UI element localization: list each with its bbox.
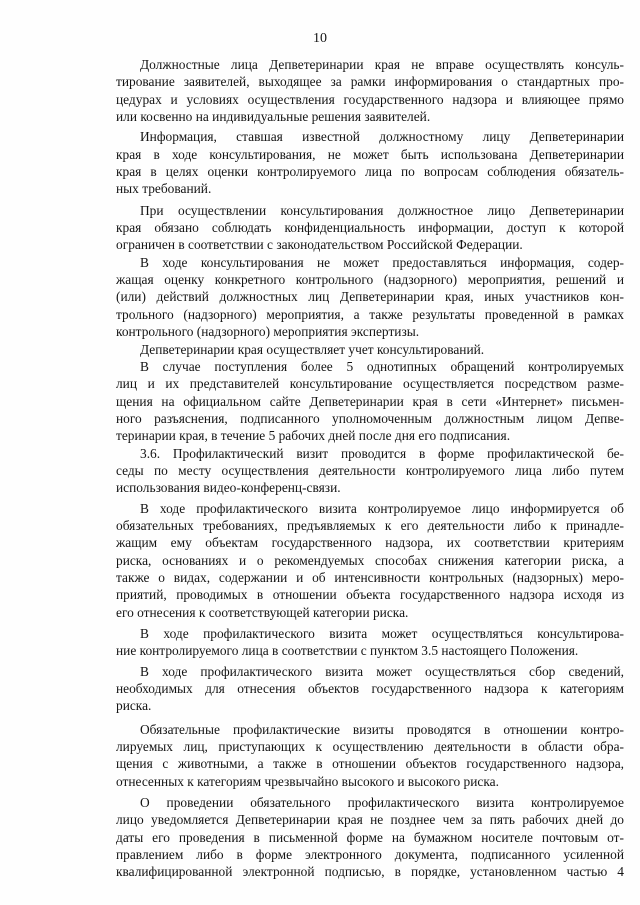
text-line: 3.6. Профилактический визит проводится в форме профилактической бе- [140,445,624,461]
text-line: использования видео-конференц-связи. [116,480,341,496]
paragraph-11 [116,721,624,790]
text-line: обязательных требованиях, предъявляемых к его деятельности либо к принадле- [116,517,624,533]
text-line: Депветеринарии края осуществляет учет консультирований. [140,341,485,357]
text-line: трольного (надзорного) мероприятия, а также результаты проведенной в рамках [116,306,624,322]
text-line: лиц и их представителей консультирование осуществляется посредством разме- [116,376,624,392]
text-line: Обязательные профилактические визиты проводятся в отношении контро- [140,721,624,737]
document-body [116,56,624,881]
text-line: В ходе профилактического визита контролируемое лицо информируется об [140,500,624,516]
text-line: Информация, ставшая известной должностному лицу Депветеринарии [140,129,624,145]
paragraph-10 [116,663,624,715]
text-line: ного разъяснения, подписанного уполномоченным должностным лицом Депве- [116,410,624,426]
paragraph-12 [116,794,624,881]
text-line: края в целях оценки контролируемого лица по вопросам соблюдения обязатель- [116,164,624,180]
text-line: его отнесения к соответствующей категории риска. [116,604,409,620]
paragraph-1 [116,56,624,125]
text-line: приятий, проводимых в отношении объекта государственного надзора исходя из [116,587,624,603]
paragraph-6 [116,358,624,445]
text-line: лицо уведомляется Депветеринарии края не позднее чем за пять рабочих дней до [116,812,624,828]
text-line: О проведении обязательного профилактического визита контролируемое [140,795,624,811]
text-line: правлением либо в форме электронного документа, подписанного усиленной [116,847,624,863]
text-line: щения с животными, а также в отношении объектов государственного надзора, [116,756,624,772]
text-line: В ходе профилактического визита может осуществляться сбор сведений, [140,663,624,679]
text-line: седы по месту осуществления деятельности контролируемого лица либо путем [116,462,624,478]
paragraph-7 [116,445,624,497]
paragraph-4 [116,254,624,341]
text-line: даты его проведения в письменной форме на бумажном носителе почтовым от- [116,829,624,845]
text-line: жащим ему объектам государственного надзора, их соответствии критериям [116,535,624,551]
paragraph-3 [116,202,624,254]
text-line: теринарии края, в течение 5 рабочих дней после дня его подписания. [116,428,511,444]
paragraph-9 [116,625,624,660]
paragraph-5 [116,341,624,358]
text-line: также о видах, содержании и об интенсивности контрольных (надзорных) меро- [116,569,624,585]
text-line: ограничен в соответствии с законодательством Российской Федерации. [116,237,523,253]
text-line: риска. [116,698,152,714]
text-line: При осуществлении консультирования должностное лицо Депветеринарии [140,202,624,218]
text-line: цедурах и условиях осуществления государственного надзора и влияющее прямо [116,91,624,107]
text-line: жащая оценку конкретного контрольного (надзорного) мероприятия, решений и [116,272,624,288]
text-line: В случае поступления более 5 однотипных обращений контролируемых [140,358,624,374]
text-line: контрольного (надзорного) мероприятия экспертизы. [116,324,420,340]
text-line: или косвенно на индивидуальные решения заявителей. [116,109,431,125]
text-line: риска, основаниях и о рекомендуемых способах снижения категории риска, а [116,552,624,568]
text-line: В ходе профилактического визита может осуществляться консультирова- [140,626,624,641]
text-line: ных требований. [116,181,212,197]
text-line: необходимых для отнесения объектов государственного надзора к категориям [116,681,624,697]
text-line: щения на официальном сайте Депветеринарии края в сети «Интернет» письмен- [116,393,624,409]
text-line: ние контролируемого лица в соответствии с пунктом 3.5 настоящего Положения. [116,643,579,659]
paragraph-8 [116,500,624,621]
page-number: 10 [313,31,327,46]
text-line: края в ходе консультирования, не может быть использована Депветеринарии [116,146,624,162]
text-line: края обязано соблюдать конфиденциальность информации, доступ к которой [116,220,624,236]
text-line: квалифицированной электронной подписью, в порядке, установленном частью 4 [116,864,624,880]
text-line: Должностные лица Депветеринарии края не вправе осуществлять консуль- [140,57,624,72]
text-line: отнесенных к категориям чрезвычайно высокого и высокого риска. [116,773,499,789]
text-line: тирование заявителей, выходящее за рамки информирования о стандартных про- [116,74,624,90]
text-line: (или) действий должностных лиц Депветеринарии края, иных участников кон- [116,289,624,305]
text-line: лируемых лиц, приступающих к осуществлению деятельности в области обра- [116,739,624,755]
text-line: В ходе консультирования не может предоставляться информация, содер- [140,254,624,270]
paragraph-2 [116,128,624,197]
